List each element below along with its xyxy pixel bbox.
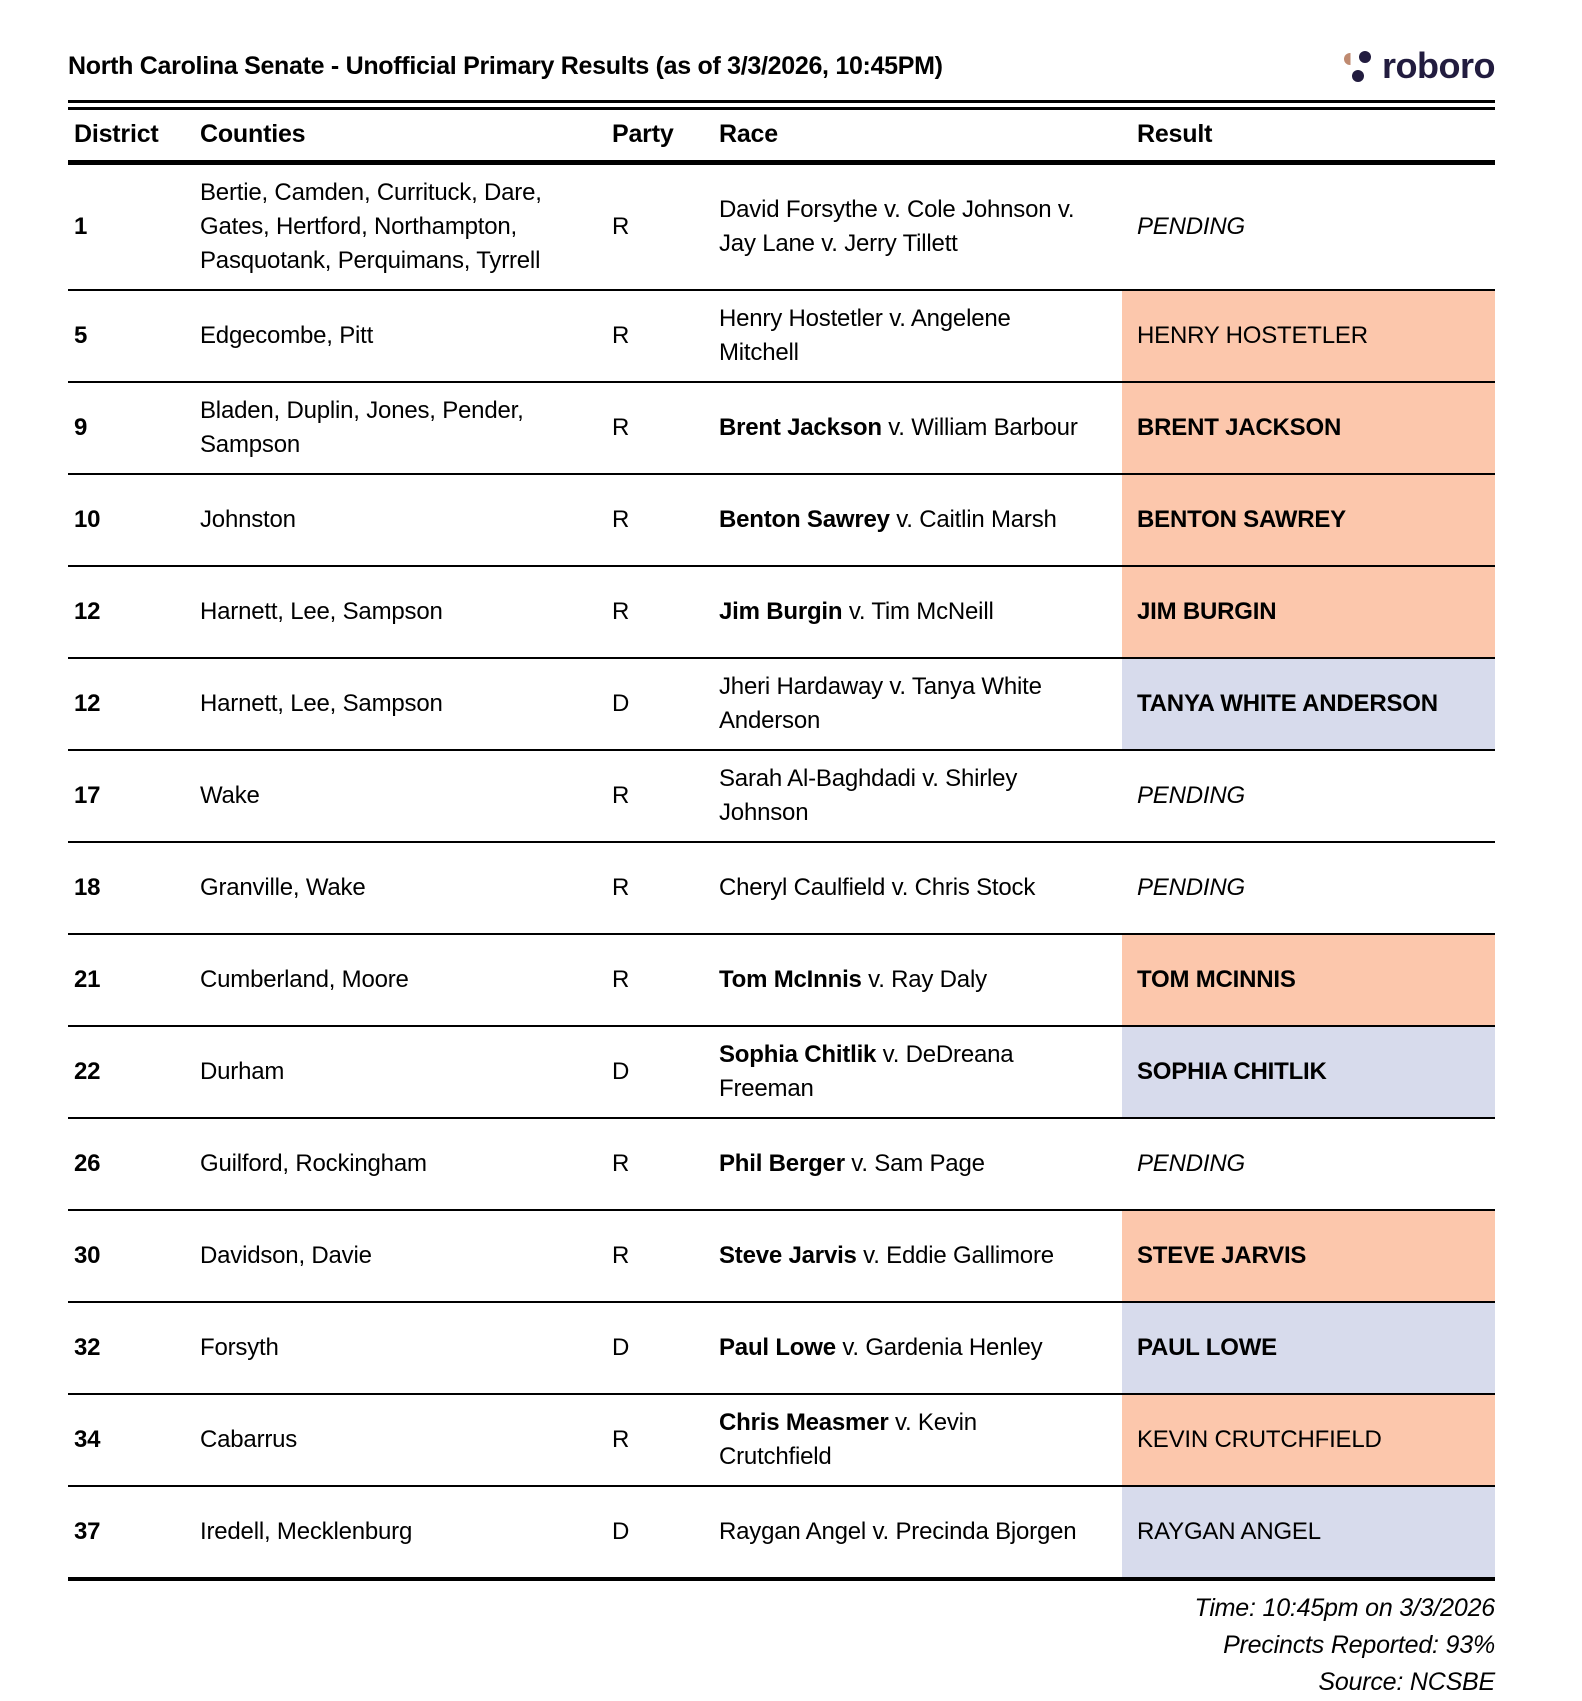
result-text: KEVIN CRUTCHFIELD bbox=[1137, 1426, 1382, 1453]
race-cell bbox=[719, 1487, 1122, 1577]
party-cell: R bbox=[612, 414, 630, 441]
district-cell: 9 bbox=[74, 414, 88, 441]
counties-cell: Wake bbox=[200, 782, 260, 809]
footer-time: Time: 10:45pm on 3/3/2026 bbox=[1194, 1594, 1495, 1622]
counties-cell: Harnett, Lee, Sampson bbox=[200, 690, 443, 717]
district-cell: 12 bbox=[74, 690, 101, 717]
counties-cell: Cumberland, Moore bbox=[200, 966, 409, 993]
roboro-logo-text: roboro bbox=[1382, 45, 1495, 86]
table-row bbox=[68, 291, 1495, 383]
counties-cell: Forsyth bbox=[200, 1334, 279, 1361]
race-incumbent: Phil Berger bbox=[719, 1150, 845, 1177]
race-incumbent: Steve Jarvis bbox=[719, 1242, 857, 1269]
result-text: PENDING bbox=[1137, 1150, 1245, 1177]
race-incumbent: Tom McInnis bbox=[719, 966, 862, 993]
race-cell bbox=[719, 659, 1122, 749]
result-text: PENDING bbox=[1137, 782, 1245, 809]
counties-cell: Bladen, Duplin, Jones, Pender, Sampson bbox=[200, 397, 524, 458]
table-row bbox=[68, 1487, 1495, 1581]
header-bar bbox=[68, 44, 1495, 88]
col-header-counties: Counties bbox=[200, 120, 306, 148]
result-cell bbox=[1122, 1395, 1495, 1485]
counties-cell: Johnston bbox=[200, 506, 296, 533]
district-cell: 21 bbox=[74, 966, 101, 993]
party-cell: D bbox=[612, 1518, 630, 1545]
roboro-logo bbox=[1344, 44, 1495, 88]
table-row bbox=[68, 475, 1495, 567]
result-cell bbox=[1122, 935, 1495, 1025]
race-incumbent: Chris Measmer bbox=[719, 1409, 889, 1436]
result-cell bbox=[1122, 567, 1495, 657]
district-cell: 12 bbox=[74, 598, 101, 625]
table-row bbox=[68, 1119, 1495, 1211]
race-cell bbox=[719, 1027, 1122, 1117]
race-rest: v. Gardenia Henley bbox=[835, 1334, 1043, 1361]
race-cell bbox=[719, 567, 1122, 657]
race-incumbent: Sophia Chitlik bbox=[719, 1041, 877, 1068]
roboro-logo-icon bbox=[1344, 44, 1373, 88]
footer bbox=[68, 1581, 1495, 1701]
race-rest: v. Ray Daly bbox=[861, 966, 987, 993]
race-cell bbox=[719, 165, 1122, 289]
result-text: HENRY HOSTETLER bbox=[1137, 322, 1368, 349]
race-cell bbox=[719, 1211, 1122, 1301]
result-cell bbox=[1122, 843, 1495, 933]
party-cell: R bbox=[612, 782, 630, 809]
col-header-race: Race bbox=[719, 120, 778, 148]
race-rest: v. William Barbour bbox=[881, 414, 1078, 441]
result-cell bbox=[1122, 1303, 1495, 1393]
race-cell bbox=[719, 843, 1122, 933]
race-cell bbox=[719, 383, 1122, 473]
counties-cell: Cabarrus bbox=[200, 1426, 298, 1453]
result-text: BENTON SAWREY bbox=[1137, 506, 1346, 533]
result-text: SOPHIA CHITLIK bbox=[1137, 1058, 1327, 1085]
double-rule bbox=[68, 100, 1495, 110]
race-cell bbox=[719, 1303, 1122, 1393]
district-cell: 32 bbox=[74, 1334, 101, 1361]
district-cell: 22 bbox=[74, 1058, 101, 1085]
counties-cell: Durham bbox=[200, 1058, 285, 1085]
table-header-row bbox=[68, 110, 1495, 165]
district-cell: 1 bbox=[74, 213, 88, 240]
race-rest: v. Sam Page bbox=[844, 1150, 985, 1177]
col-header-district: District bbox=[74, 120, 159, 148]
race-rest: Raygan Angel v. Precinda Bjorgen bbox=[719, 1518, 1077, 1545]
party-cell: D bbox=[612, 690, 630, 717]
table-row bbox=[68, 751, 1495, 843]
race-cell bbox=[719, 751, 1122, 841]
table-row bbox=[68, 165, 1495, 291]
result-text: PAUL LOWE bbox=[1137, 1334, 1277, 1361]
race-rest: v. Kevin Crutchfield bbox=[719, 1409, 977, 1470]
table-row bbox=[68, 1211, 1495, 1303]
counties-cell: Granville, Wake bbox=[200, 874, 366, 901]
race-incumbent: Brent Jackson bbox=[719, 414, 882, 441]
district-cell: 37 bbox=[74, 1518, 101, 1545]
result-cell bbox=[1122, 751, 1495, 841]
result-cell bbox=[1122, 165, 1495, 289]
result-text: JIM BURGIN bbox=[1137, 598, 1277, 625]
result-cell bbox=[1122, 1211, 1495, 1301]
table-row bbox=[68, 843, 1495, 935]
district-cell: 30 bbox=[74, 1242, 101, 1269]
party-cell: R bbox=[612, 874, 630, 901]
result-cell bbox=[1122, 1487, 1495, 1577]
district-cell: 10 bbox=[74, 506, 101, 533]
footer-source: Source: NCSBE bbox=[1318, 1668, 1495, 1696]
race-rest: Jheri Hardaway v. Tanya White Anderson bbox=[719, 673, 1042, 734]
race-rest: v. Caitlin Marsh bbox=[889, 506, 1057, 533]
table-body bbox=[68, 165, 1495, 1581]
race-rest: v. DeDreana Freeman bbox=[719, 1041, 1014, 1102]
race-rest: Henry Hostetler v. Angelene Mitchell bbox=[719, 305, 1011, 366]
footer-precincts: Precincts Reported: 93% bbox=[1223, 1631, 1495, 1659]
race-rest: v. Eddie Gallimore bbox=[856, 1242, 1054, 1269]
table-row bbox=[68, 1395, 1495, 1487]
race-rest: Cheryl Caulfield v. Chris Stock bbox=[719, 874, 1036, 901]
race-cell bbox=[719, 935, 1122, 1025]
district-cell: 34 bbox=[74, 1426, 101, 1453]
party-cell: R bbox=[612, 1242, 630, 1269]
table-row bbox=[68, 1027, 1495, 1119]
table-row bbox=[68, 935, 1495, 1027]
result-text: PENDING bbox=[1137, 874, 1245, 901]
counties-cell: Harnett, Lee, Sampson bbox=[200, 598, 443, 625]
counties-cell: Guilford, Rockingham bbox=[200, 1150, 427, 1177]
result-cell bbox=[1122, 383, 1495, 473]
table-row bbox=[68, 567, 1495, 659]
party-cell: R bbox=[612, 1150, 630, 1177]
result-text: TOM MCINNIS bbox=[1137, 966, 1296, 993]
party-cell: R bbox=[612, 322, 630, 349]
result-text: STEVE JARVIS bbox=[1137, 1242, 1307, 1269]
party-cell: R bbox=[612, 506, 630, 533]
race-incumbent: Jim Burgin bbox=[719, 598, 843, 625]
party-cell: D bbox=[612, 1058, 630, 1085]
result-cell bbox=[1122, 1119, 1495, 1209]
district-cell: 17 bbox=[74, 782, 101, 809]
counties-cell: Edgecombe, Pitt bbox=[200, 322, 374, 349]
result-text: BRENT JACKSON bbox=[1137, 414, 1342, 441]
race-cell bbox=[719, 1119, 1122, 1209]
race-rest: David Forsythe v. Cole Johnson v. Jay Lane v. Jerry Tillett bbox=[719, 196, 1075, 257]
race-cell bbox=[719, 475, 1122, 565]
race-incumbent: Benton Sawrey bbox=[719, 506, 890, 533]
result-text: TANYA WHITE ANDERSON bbox=[1137, 690, 1438, 717]
counties-cell: Davidson, Davie bbox=[200, 1242, 372, 1269]
page-title: North Carolina Senate - Unofficial Primary Results (as of 3/3/2026, 10:45PM) bbox=[68, 52, 943, 80]
result-cell bbox=[1122, 1027, 1495, 1117]
counties-cell: Iredell, Mecklenburg bbox=[200, 1518, 413, 1545]
party-cell: R bbox=[612, 1426, 630, 1453]
result-text: PENDING bbox=[1137, 213, 1245, 240]
party-cell: R bbox=[612, 598, 630, 625]
district-cell: 26 bbox=[74, 1150, 101, 1177]
table-row bbox=[68, 659, 1495, 751]
district-cell: 5 bbox=[74, 322, 88, 349]
party-cell: D bbox=[612, 1334, 630, 1361]
race-cell bbox=[719, 1395, 1122, 1485]
table-row bbox=[68, 1303, 1495, 1395]
result-cell bbox=[1122, 659, 1495, 749]
col-header-result: Result bbox=[1137, 120, 1213, 148]
race-cell bbox=[719, 291, 1122, 381]
race-rest: v. Tim McNeill bbox=[842, 598, 994, 625]
result-text: RAYGAN ANGEL bbox=[1137, 1518, 1321, 1545]
race-rest: Sarah Al-Baghdadi v. Shirley Johnson bbox=[719, 765, 1018, 826]
counties-cell: Bertie, Camden, Currituck, Dare, Gates, Hertford, Northampton, Pasquotank, Perquimans, Tyrrell bbox=[200, 179, 542, 274]
col-header-party: Party bbox=[612, 120, 674, 148]
district-cell: 18 bbox=[74, 874, 101, 901]
result-cell bbox=[1122, 291, 1495, 381]
party-cell: R bbox=[612, 213, 630, 240]
party-cell: R bbox=[612, 966, 630, 993]
table-row bbox=[68, 383, 1495, 475]
race-incumbent: Paul Lowe bbox=[719, 1334, 836, 1361]
result-cell bbox=[1122, 475, 1495, 565]
